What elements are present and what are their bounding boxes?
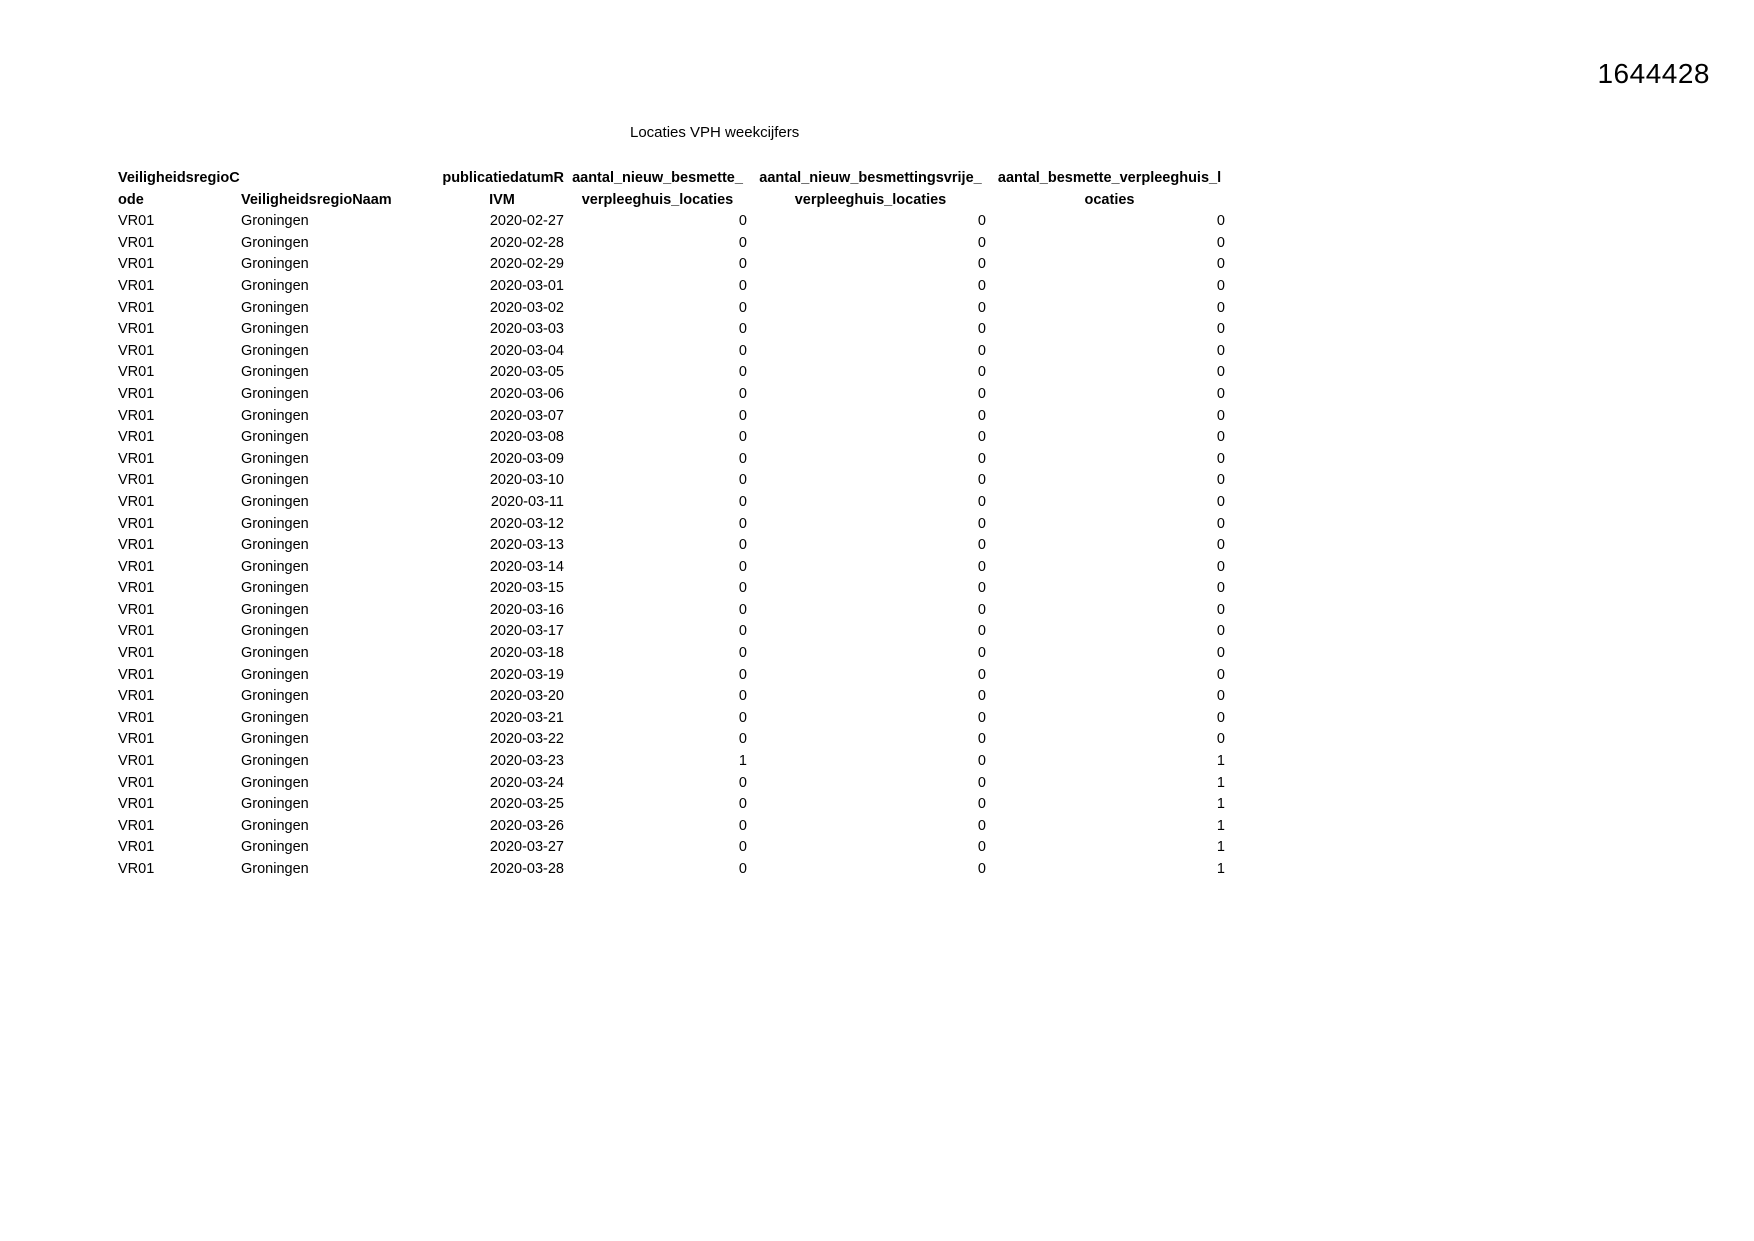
cell-nieuw-besmette: 0 — [738, 277, 747, 294]
cell-regionaam: Groningen — [241, 537, 309, 554]
cell-nieuw-besmette: 0 — [738, 213, 747, 230]
cell-besmette-verpleeghuis: 0 — [1216, 645, 1225, 662]
cell-regiocode: VR01 — [118, 342, 155, 359]
cell-nieuw-besmette: 0 — [738, 731, 747, 748]
cell-nieuw-besmettingsvrije: 0 — [977, 558, 986, 575]
cell-publicatiedatum: 2020-03-21 — [489, 709, 564, 726]
cell-nieuw-besmettingsvrije: 0 — [977, 645, 986, 662]
cell-publicatiedatum: 2020-03-09 — [489, 450, 564, 467]
cell-regionaam: Groningen — [241, 558, 309, 575]
cell-publicatiedatum: 2020-03-18 — [489, 645, 564, 662]
cell-nieuw-besmettingsvrije: 0 — [977, 342, 986, 359]
header-veiligheidsregionaam — [241, 168, 440, 211]
cell-nieuw-besmette: 0 — [738, 558, 747, 575]
cell-regionaam: Groningen — [241, 666, 309, 683]
cell-publicatiedatum: 2020-03-03 — [489, 321, 564, 338]
cell-nieuw-besmettingsvrije: 0 — [977, 537, 986, 554]
cell-nieuw-besmettingsvrije: 0 — [977, 385, 986, 402]
table-row — [118, 341, 1229, 363]
cell-regionaam: Groningen — [241, 256, 309, 273]
cell-nieuw-besmette: 0 — [738, 429, 747, 446]
cell-nieuw-besmette: 0 — [738, 861, 747, 877]
header-line: aantal_nieuw_besmettingsvrije_ — [759, 170, 982, 186]
cell-nieuw-besmette: 0 — [738, 774, 747, 791]
cell-nieuw-besmette: 0 — [738, 321, 747, 338]
cell-regiocode: VR01 — [118, 666, 155, 683]
cell-besmette-verpleeghuis: 0 — [1216, 623, 1225, 640]
cell-nieuw-besmette: 0 — [738, 796, 747, 813]
cell-besmette-verpleeghuis: 0 — [1216, 385, 1225, 402]
cell-nieuw-besmette: 0 — [738, 580, 747, 597]
cell-regionaam: Groningen — [241, 277, 309, 294]
cell-publicatiedatum: 2020-02-27 — [489, 213, 564, 230]
cell-nieuw-besmette: 0 — [738, 234, 747, 251]
cell-nieuw-besmettingsvrije: 0 — [977, 817, 986, 834]
cell-nieuw-besmette: 0 — [738, 601, 747, 618]
table-row — [118, 729, 1229, 751]
cell-nieuw-besmettingsvrije: 0 — [977, 666, 986, 683]
cell-besmette-verpleeghuis: 0 — [1216, 731, 1225, 748]
sheet-title: Locaties VPH weekcijfers — [630, 124, 800, 141]
table-row — [118, 643, 1229, 665]
cell-besmette-verpleeghuis: 0 — [1216, 493, 1225, 510]
cell-regiocode: VR01 — [118, 299, 155, 316]
cell-regiocode: VR01 — [118, 450, 155, 467]
cell-nieuw-besmette: 1 — [738, 753, 747, 770]
cell-regiocode: VR01 — [118, 817, 155, 834]
cell-regionaam: Groningen — [241, 817, 309, 834]
cell-regionaam: Groningen — [241, 429, 309, 446]
cell-regiocode: VR01 — [118, 213, 155, 230]
cell-regiocode: VR01 — [118, 234, 155, 251]
cell-regiocode: VR01 — [118, 601, 155, 618]
header-line: ode — [118, 191, 144, 208]
table-row — [118, 816, 1229, 838]
document-number: 1644428 — [1597, 58, 1710, 89]
cell-publicatiedatum: 2020-03-23 — [489, 753, 564, 770]
cell-publicatiedatum: 2020-03-11 — [490, 493, 564, 510]
table-row — [118, 384, 1229, 406]
cell-regiocode: VR01 — [118, 537, 155, 554]
cell-besmette-verpleeghuis: 0 — [1216, 256, 1225, 273]
cell-nieuw-besmettingsvrije: 0 — [977, 839, 986, 856]
cell-publicatiedatum: 2020-03-08 — [489, 429, 564, 446]
cell-nieuw-besmettingsvrije: 0 — [977, 321, 986, 338]
cell-regionaam: Groningen — [241, 580, 309, 597]
cell-nieuw-besmette: 0 — [738, 364, 747, 381]
cell-nieuw-besmette: 0 — [738, 256, 747, 273]
cell-nieuw-besmette: 0 — [738, 817, 747, 834]
cell-regiocode: VR01 — [118, 277, 155, 294]
cell-regionaam: Groningen — [241, 731, 309, 748]
table-row — [118, 708, 1229, 730]
table-row — [118, 254, 1229, 276]
cell-besmette-verpleeghuis: 0 — [1216, 515, 1225, 532]
cell-regiocode: VR01 — [118, 580, 155, 597]
cell-regiocode: VR01 — [118, 321, 155, 338]
table-header — [118, 168, 1229, 211]
cell-regiocode: VR01 — [118, 645, 155, 662]
cell-nieuw-besmettingsvrije: 0 — [977, 731, 986, 748]
table-row — [118, 621, 1229, 643]
cell-publicatiedatum: 2020-02-29 — [489, 256, 564, 273]
table-row — [118, 794, 1229, 816]
table-row — [118, 686, 1229, 708]
cell-regiocode: VR01 — [118, 385, 155, 402]
data-table — [118, 168, 1229, 881]
cell-regiocode: VR01 — [118, 623, 155, 640]
cell-nieuw-besmette: 0 — [738, 537, 747, 554]
cell-nieuw-besmette: 0 — [738, 515, 747, 532]
cell-nieuw-besmette: 0 — [738, 666, 747, 683]
cell-regiocode: VR01 — [118, 796, 155, 813]
cell-publicatiedatum: 2020-03-04 — [489, 342, 564, 359]
cell-publicatiedatum: 2020-03-25 — [489, 796, 564, 813]
cell-nieuw-besmettingsvrije: 0 — [977, 709, 986, 726]
header-line: IVM — [489, 191, 515, 208]
cell-besmette-verpleeghuis: 0 — [1216, 688, 1225, 705]
table-row — [118, 233, 1229, 255]
cell-besmette-verpleeghuis: 0 — [1216, 709, 1225, 726]
cell-besmette-verpleeghuis: 0 — [1216, 342, 1225, 359]
cell-regionaam: Groningen — [241, 493, 309, 510]
cell-regionaam: Groningen — [241, 623, 309, 640]
cell-publicatiedatum: 2020-03-22 — [489, 731, 564, 748]
cell-publicatiedatum: 2020-03-05 — [489, 364, 564, 381]
cell-regiocode: VR01 — [118, 688, 155, 705]
cell-nieuw-besmette: 0 — [738, 645, 747, 662]
cell-nieuw-besmette: 0 — [738, 688, 747, 705]
cell-besmette-verpleeghuis: 0 — [1216, 429, 1225, 446]
cell-nieuw-besmettingsvrije: 0 — [977, 234, 986, 251]
cell-besmette-verpleeghuis: 0 — [1216, 537, 1225, 554]
cell-publicatiedatum: 2020-03-07 — [489, 407, 564, 424]
cell-publicatiedatum: 2020-03-28 — [489, 861, 564, 877]
cell-publicatiedatum: 2020-03-27 — [489, 839, 564, 856]
cell-besmette-verpleeghuis: 0 — [1216, 450, 1225, 467]
cell-nieuw-besmettingsvrije: 0 — [977, 256, 986, 273]
table-row — [118, 276, 1229, 298]
cell-nieuw-besmettingsvrije: 0 — [977, 472, 986, 489]
cell-publicatiedatum: 2020-03-12 — [489, 515, 564, 532]
table-row — [118, 859, 1229, 881]
cell-nieuw-besmette: 0 — [738, 623, 747, 640]
cell-besmette-verpleeghuis: 1 — [1216, 817, 1225, 834]
cell-nieuw-besmettingsvrije: 0 — [977, 429, 986, 446]
cell-nieuw-besmette: 0 — [738, 493, 747, 510]
header-line: VeiligheidsregioNaam — [241, 191, 392, 208]
header-nieuw-besmette — [564, 168, 751, 211]
cell-nieuw-besmettingsvrije: 0 — [977, 299, 986, 316]
header-line: verpleeghuis_locaties — [581, 191, 734, 208]
cell-publicatiedatum: 2020-03-15 — [489, 580, 564, 597]
cell-nieuw-besmette: 0 — [738, 385, 747, 402]
cell-publicatiedatum: 2020-03-16 — [489, 601, 564, 618]
header-nieuw-besmettingsvrije — [751, 168, 990, 211]
cell-nieuw-besmettingsvrije: 0 — [977, 407, 986, 424]
cell-regionaam: Groningen — [241, 213, 309, 230]
cell-besmette-verpleeghuis: 0 — [1216, 666, 1225, 683]
cell-regionaam: Groningen — [241, 299, 309, 316]
cell-regionaam: Groningen — [241, 839, 309, 856]
cell-nieuw-besmettingsvrije: 0 — [977, 493, 986, 510]
table-row — [118, 514, 1229, 536]
cell-nieuw-besmettingsvrije: 0 — [977, 580, 986, 597]
cell-publicatiedatum: 2020-03-13 — [489, 537, 564, 554]
cell-besmette-verpleeghuis: 1 — [1216, 839, 1225, 856]
table-row — [118, 427, 1229, 449]
cell-regiocode: VR01 — [118, 493, 155, 510]
header-veiligheidsregiocode — [118, 168, 241, 211]
cell-nieuw-besmettingsvrije: 0 — [977, 623, 986, 640]
table-row — [118, 535, 1229, 557]
cell-besmette-verpleeghuis: 1 — [1216, 861, 1225, 877]
cell-besmette-verpleeghuis: 1 — [1216, 774, 1225, 791]
header-line: verpleeghuis_locaties — [794, 191, 947, 208]
cell-regionaam: Groningen — [241, 472, 309, 489]
table-row — [118, 298, 1229, 320]
cell-regiocode: VR01 — [118, 709, 155, 726]
cell-regionaam: Groningen — [241, 796, 309, 813]
table-row — [118, 449, 1229, 471]
cell-regionaam: Groningen — [241, 753, 309, 770]
header-line: aantal_nieuw_besmette_ — [572, 170, 743, 186]
cell-besmette-verpleeghuis: 0 — [1216, 472, 1225, 489]
cell-regiocode: VR01 — [118, 839, 155, 856]
cell-nieuw-besmette: 0 — [738, 709, 747, 726]
cell-nieuw-besmettingsvrije: 0 — [977, 688, 986, 705]
table-row — [118, 470, 1229, 492]
header-publicatiedatum — [440, 168, 564, 211]
cell-regiocode: VR01 — [118, 429, 155, 446]
cell-regiocode: VR01 — [118, 364, 155, 381]
cell-regionaam: Groningen — [241, 709, 309, 726]
cell-nieuw-besmette: 0 — [738, 407, 747, 424]
table-row — [118, 319, 1229, 341]
cell-publicatiedatum: 2020-03-24 — [489, 774, 564, 791]
table-row — [118, 665, 1229, 687]
header-line: aantal_besmette_verpleeghuis_l — [997, 170, 1222, 186]
cell-regionaam: Groningen — [241, 234, 309, 251]
cell-nieuw-besmettingsvrije: 0 — [977, 277, 986, 294]
table-row — [118, 751, 1229, 773]
cell-regiocode: VR01 — [118, 774, 155, 791]
cell-regiocode: VR01 — [118, 472, 155, 489]
cell-nieuw-besmettingsvrije: 0 — [977, 515, 986, 532]
table-row — [118, 600, 1229, 622]
cell-publicatiedatum: 2020-03-01 — [489, 277, 564, 294]
cell-nieuw-besmettingsvrije: 0 — [977, 774, 986, 791]
cell-besmette-verpleeghuis: 0 — [1216, 580, 1225, 597]
table-row — [118, 362, 1229, 384]
table-row — [118, 837, 1229, 859]
cell-besmette-verpleeghuis: 0 — [1216, 407, 1225, 424]
cell-regiocode: VR01 — [118, 515, 155, 532]
table-row — [118, 578, 1229, 600]
cell-besmette-verpleeghuis: 0 — [1216, 299, 1225, 316]
cell-regionaam: Groningen — [241, 450, 309, 467]
cell-besmette-verpleeghuis: 0 — [1216, 213, 1225, 230]
header-besmette-verpleeghuis — [990, 168, 1229, 211]
cell-nieuw-besmettingsvrije: 0 — [977, 213, 986, 230]
table-body — [118, 211, 1229, 880]
cell-besmette-verpleeghuis: 0 — [1216, 234, 1225, 251]
cell-regiocode: VR01 — [118, 256, 155, 273]
cell-nieuw-besmette: 0 — [738, 299, 747, 316]
cell-publicatiedatum: 2020-03-06 — [489, 385, 564, 402]
cell-regionaam: Groningen — [241, 515, 309, 532]
cell-nieuw-besmettingsvrije: 0 — [977, 861, 986, 877]
cell-regionaam: Groningen — [241, 407, 309, 424]
header-line: ocaties — [1084, 191, 1135, 208]
cell-regiocode: VR01 — [118, 558, 155, 575]
cell-regiocode: VR01 — [118, 753, 155, 770]
cell-publicatiedatum: 2020-03-10 — [489, 472, 564, 489]
cell-publicatiedatum: 2020-03-17 — [489, 623, 564, 640]
cell-besmette-verpleeghuis: 1 — [1216, 753, 1225, 770]
cell-regionaam: Groningen — [241, 774, 309, 791]
table-row — [118, 557, 1229, 579]
cell-regionaam: Groningen — [241, 688, 309, 705]
cell-besmette-verpleeghuis: 0 — [1216, 321, 1225, 338]
header-line: publicatiedatumR — [442, 170, 564, 186]
header-row — [118, 168, 1229, 211]
table-row — [118, 406, 1229, 428]
cell-publicatiedatum: 2020-03-02 — [489, 299, 564, 316]
cell-publicatiedatum: 2020-03-14 — [489, 558, 564, 575]
cell-publicatiedatum: 2020-03-19 — [489, 666, 564, 683]
cell-besmette-verpleeghuis: 1 — [1216, 796, 1225, 813]
cell-regionaam: Groningen — [241, 385, 309, 402]
cell-nieuw-besmettingsvrije: 0 — [977, 753, 986, 770]
header-line: VeiligheidsregioC — [118, 170, 240, 186]
table-row — [118, 492, 1229, 514]
cell-nieuw-besmettingsvrije: 0 — [977, 601, 986, 618]
cell-nieuw-besmette: 0 — [738, 450, 747, 467]
cell-regionaam: Groningen — [241, 861, 309, 877]
cell-publicatiedatum: 2020-02-28 — [489, 234, 564, 251]
cell-regionaam: Groningen — [241, 645, 309, 662]
cell-regiocode: VR01 — [118, 407, 155, 424]
cell-besmette-verpleeghuis: 0 — [1216, 558, 1225, 575]
cell-nieuw-besmettingsvrije: 0 — [977, 364, 986, 381]
cell-regionaam: Groningen — [241, 321, 309, 338]
cell-nieuw-besmette: 0 — [738, 839, 747, 856]
cell-publicatiedatum: 2020-03-26 — [489, 817, 564, 834]
cell-besmette-verpleeghuis: 0 — [1216, 364, 1225, 381]
cell-regiocode: VR01 — [118, 731, 155, 748]
cell-regionaam: Groningen — [241, 342, 309, 359]
cell-nieuw-besmette: 0 — [738, 472, 747, 489]
cell-regionaam: Groningen — [241, 364, 309, 381]
table-row — [118, 773, 1229, 795]
cell-nieuw-besmettingsvrije: 0 — [977, 450, 986, 467]
table-row — [118, 211, 1229, 233]
cell-besmette-verpleeghuis: 0 — [1216, 277, 1225, 294]
cell-regionaam: Groningen — [241, 601, 309, 618]
cell-regiocode: VR01 — [118, 861, 155, 877]
cell-nieuw-besmette: 0 — [738, 342, 747, 359]
cell-publicatiedatum: 2020-03-20 — [489, 688, 564, 705]
cell-besmette-verpleeghuis: 0 — [1216, 601, 1225, 618]
cell-nieuw-besmettingsvrije: 0 — [977, 796, 986, 813]
